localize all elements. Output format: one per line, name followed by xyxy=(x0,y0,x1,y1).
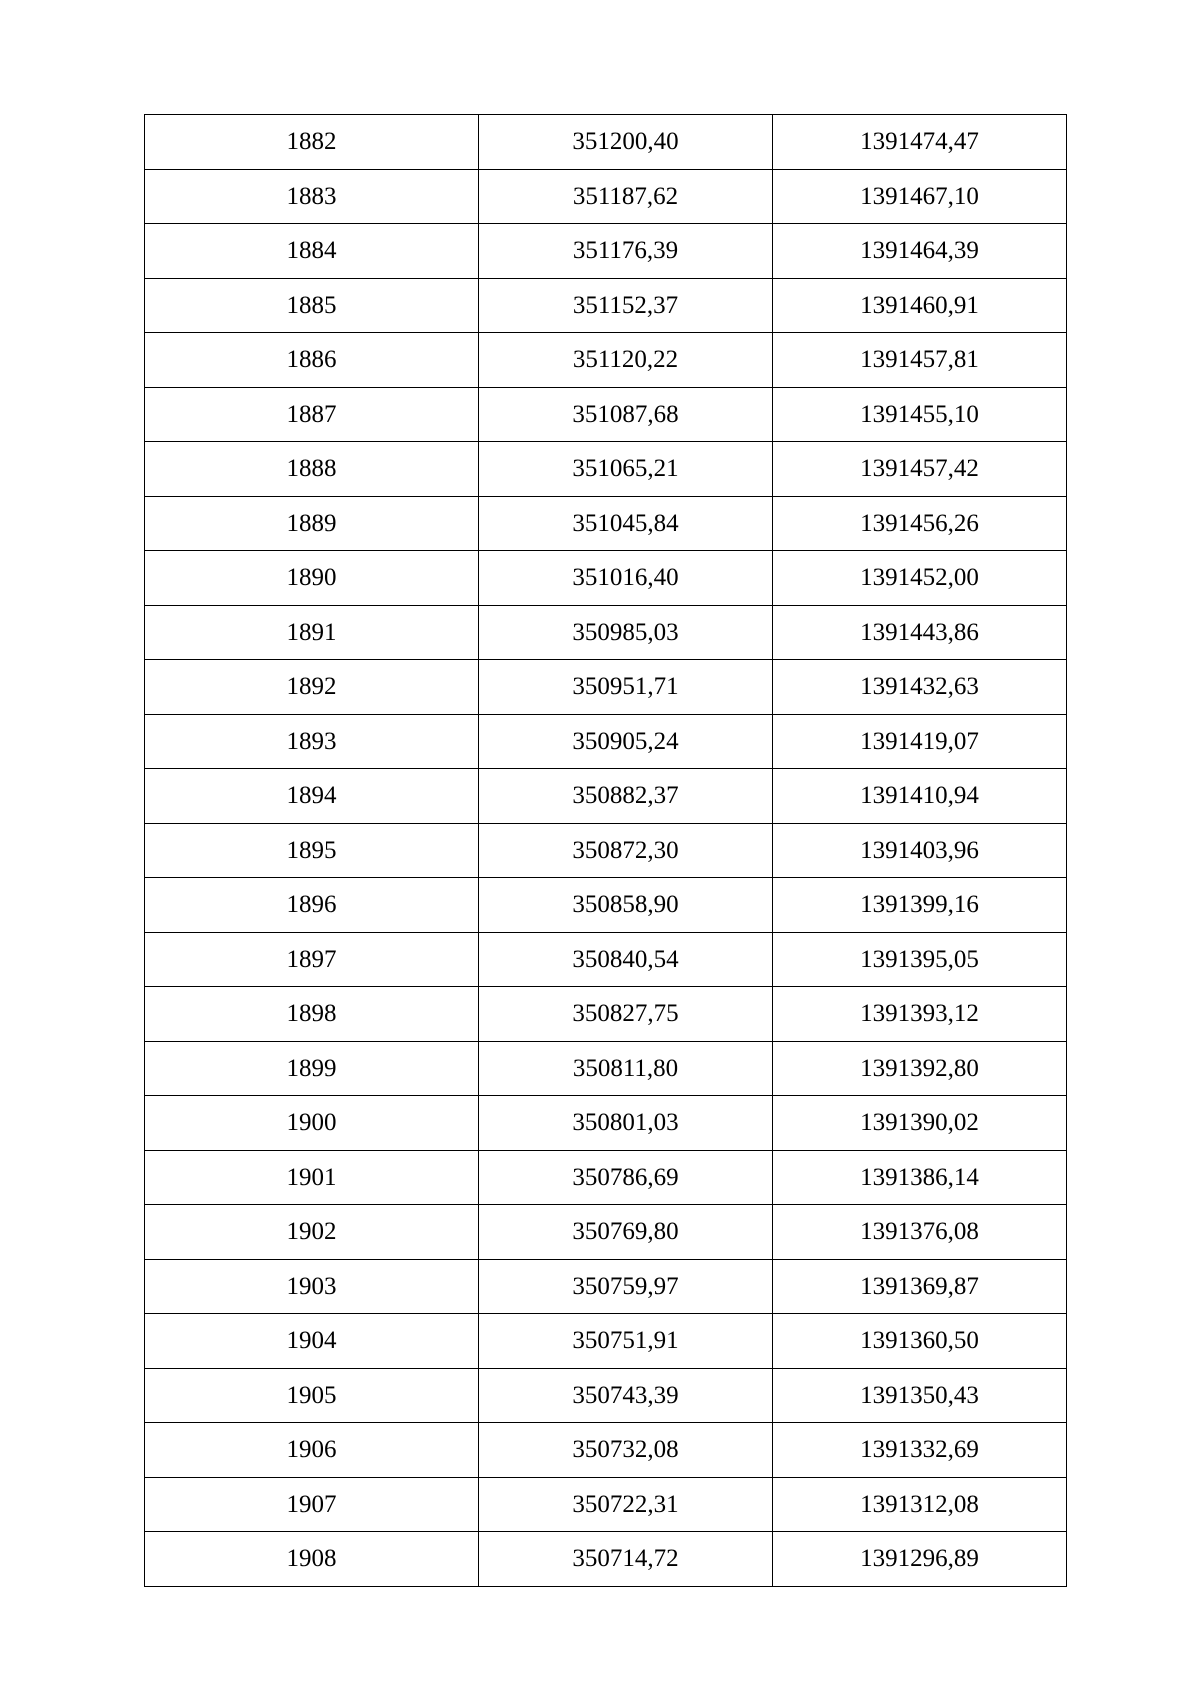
x-coordinate-cell: 351187,62 xyxy=(479,169,773,224)
x-coordinate-cell: 350769,80 xyxy=(479,1205,773,1260)
y-coordinate-cell: 1391419,07 xyxy=(773,714,1067,769)
point-number-cell: 1907 xyxy=(145,1477,479,1532)
x-coordinate-cell: 351200,40 xyxy=(479,115,773,170)
table-row xyxy=(145,660,1067,715)
y-coordinate-cell: 1391455,10 xyxy=(773,387,1067,442)
x-coordinate-cell: 351087,68 xyxy=(479,387,773,442)
point-number-cell: 1882 xyxy=(145,115,479,170)
table-row xyxy=(145,442,1067,497)
y-coordinate-cell: 1391386,14 xyxy=(773,1150,1067,1205)
point-number-cell: 1903 xyxy=(145,1259,479,1314)
table-row xyxy=(145,551,1067,606)
table-row xyxy=(145,1368,1067,1423)
y-coordinate-cell: 1391360,50 xyxy=(773,1314,1067,1369)
x-coordinate-cell: 350786,69 xyxy=(479,1150,773,1205)
table-row xyxy=(145,1423,1067,1478)
table-row xyxy=(145,496,1067,551)
x-coordinate-cell: 350827,75 xyxy=(479,987,773,1042)
point-number-cell: 1908 xyxy=(145,1532,479,1587)
y-coordinate-cell: 1391393,12 xyxy=(773,987,1067,1042)
x-coordinate-cell: 350858,90 xyxy=(479,878,773,933)
y-coordinate-cell: 1391376,08 xyxy=(773,1205,1067,1260)
y-coordinate-cell: 1391350,43 xyxy=(773,1368,1067,1423)
table-row xyxy=(145,1477,1067,1532)
point-number-cell: 1884 xyxy=(145,224,479,279)
y-coordinate-cell: 1391390,02 xyxy=(773,1096,1067,1151)
coordinates-table-body xyxy=(145,115,1067,1587)
point-number-cell: 1893 xyxy=(145,714,479,769)
table-row xyxy=(145,115,1067,170)
y-coordinate-cell: 1391312,08 xyxy=(773,1477,1067,1532)
table-row xyxy=(145,333,1067,388)
x-coordinate-cell: 350732,08 xyxy=(479,1423,773,1478)
table-row xyxy=(145,1259,1067,1314)
y-coordinate-cell: 1391460,91 xyxy=(773,278,1067,333)
y-coordinate-cell: 1391296,89 xyxy=(773,1532,1067,1587)
point-number-cell: 1905 xyxy=(145,1368,479,1423)
y-coordinate-cell: 1391432,63 xyxy=(773,660,1067,715)
x-coordinate-cell: 351120,22 xyxy=(479,333,773,388)
x-coordinate-cell: 351176,39 xyxy=(479,224,773,279)
point-number-cell: 1896 xyxy=(145,878,479,933)
point-number-cell: 1898 xyxy=(145,987,479,1042)
y-coordinate-cell: 1391456,26 xyxy=(773,496,1067,551)
table-row xyxy=(145,769,1067,824)
y-coordinate-cell: 1391395,05 xyxy=(773,932,1067,987)
point-number-cell: 1883 xyxy=(145,169,479,224)
x-coordinate-cell: 350872,30 xyxy=(479,823,773,878)
x-coordinate-cell: 350722,31 xyxy=(479,1477,773,1532)
point-number-cell: 1886 xyxy=(145,333,479,388)
y-coordinate-cell: 1391403,96 xyxy=(773,823,1067,878)
y-coordinate-cell: 1391474,47 xyxy=(773,115,1067,170)
point-number-cell: 1894 xyxy=(145,769,479,824)
x-coordinate-cell: 351065,21 xyxy=(479,442,773,497)
coordinates-table xyxy=(144,114,1067,1587)
y-coordinate-cell: 1391392,80 xyxy=(773,1041,1067,1096)
table-row xyxy=(145,878,1067,933)
y-coordinate-cell: 1391452,00 xyxy=(773,551,1067,606)
table-row xyxy=(145,987,1067,1042)
point-number-cell: 1904 xyxy=(145,1314,479,1369)
table-row xyxy=(145,1532,1067,1587)
table-row xyxy=(145,823,1067,878)
point-number-cell: 1901 xyxy=(145,1150,479,1205)
point-number-cell: 1906 xyxy=(145,1423,479,1478)
y-coordinate-cell: 1391399,16 xyxy=(773,878,1067,933)
x-coordinate-cell: 351152,37 xyxy=(479,278,773,333)
y-coordinate-cell: 1391457,81 xyxy=(773,333,1067,388)
table-row xyxy=(145,932,1067,987)
point-number-cell: 1888 xyxy=(145,442,479,497)
table-row xyxy=(145,387,1067,442)
point-number-cell: 1885 xyxy=(145,278,479,333)
x-coordinate-cell: 350759,97 xyxy=(479,1259,773,1314)
point-number-cell: 1895 xyxy=(145,823,479,878)
x-coordinate-cell: 350714,72 xyxy=(479,1532,773,1587)
table-row xyxy=(145,1150,1067,1205)
point-number-cell: 1899 xyxy=(145,1041,479,1096)
y-coordinate-cell: 1391410,94 xyxy=(773,769,1067,824)
table-row xyxy=(145,169,1067,224)
table-row xyxy=(145,1096,1067,1151)
y-coordinate-cell: 1391464,39 xyxy=(773,224,1067,279)
x-coordinate-cell: 350951,71 xyxy=(479,660,773,715)
table-row xyxy=(145,278,1067,333)
point-number-cell: 1902 xyxy=(145,1205,479,1260)
x-coordinate-cell: 350811,80 xyxy=(479,1041,773,1096)
x-coordinate-cell: 350743,39 xyxy=(479,1368,773,1423)
x-coordinate-cell: 350751,91 xyxy=(479,1314,773,1369)
y-coordinate-cell: 1391369,87 xyxy=(773,1259,1067,1314)
x-coordinate-cell: 350801,03 xyxy=(479,1096,773,1151)
point-number-cell: 1889 xyxy=(145,496,479,551)
point-number-cell: 1900 xyxy=(145,1096,479,1151)
table-row xyxy=(145,1041,1067,1096)
y-coordinate-cell: 1391443,86 xyxy=(773,605,1067,660)
point-number-cell: 1887 xyxy=(145,387,479,442)
x-coordinate-cell: 351045,84 xyxy=(479,496,773,551)
table-row xyxy=(145,714,1067,769)
y-coordinate-cell: 1391332,69 xyxy=(773,1423,1067,1478)
x-coordinate-cell: 350882,37 xyxy=(479,769,773,824)
x-coordinate-cell: 351016,40 xyxy=(479,551,773,606)
point-number-cell: 1892 xyxy=(145,660,479,715)
table-row xyxy=(145,1205,1067,1260)
point-number-cell: 1897 xyxy=(145,932,479,987)
point-number-cell: 1890 xyxy=(145,551,479,606)
x-coordinate-cell: 350985,03 xyxy=(479,605,773,660)
point-number-cell: 1891 xyxy=(145,605,479,660)
y-coordinate-cell: 1391457,42 xyxy=(773,442,1067,497)
x-coordinate-cell: 350840,54 xyxy=(479,932,773,987)
x-coordinate-cell: 350905,24 xyxy=(479,714,773,769)
table-row xyxy=(145,605,1067,660)
table-row xyxy=(145,1314,1067,1369)
table-row xyxy=(145,224,1067,279)
y-coordinate-cell: 1391467,10 xyxy=(773,169,1067,224)
